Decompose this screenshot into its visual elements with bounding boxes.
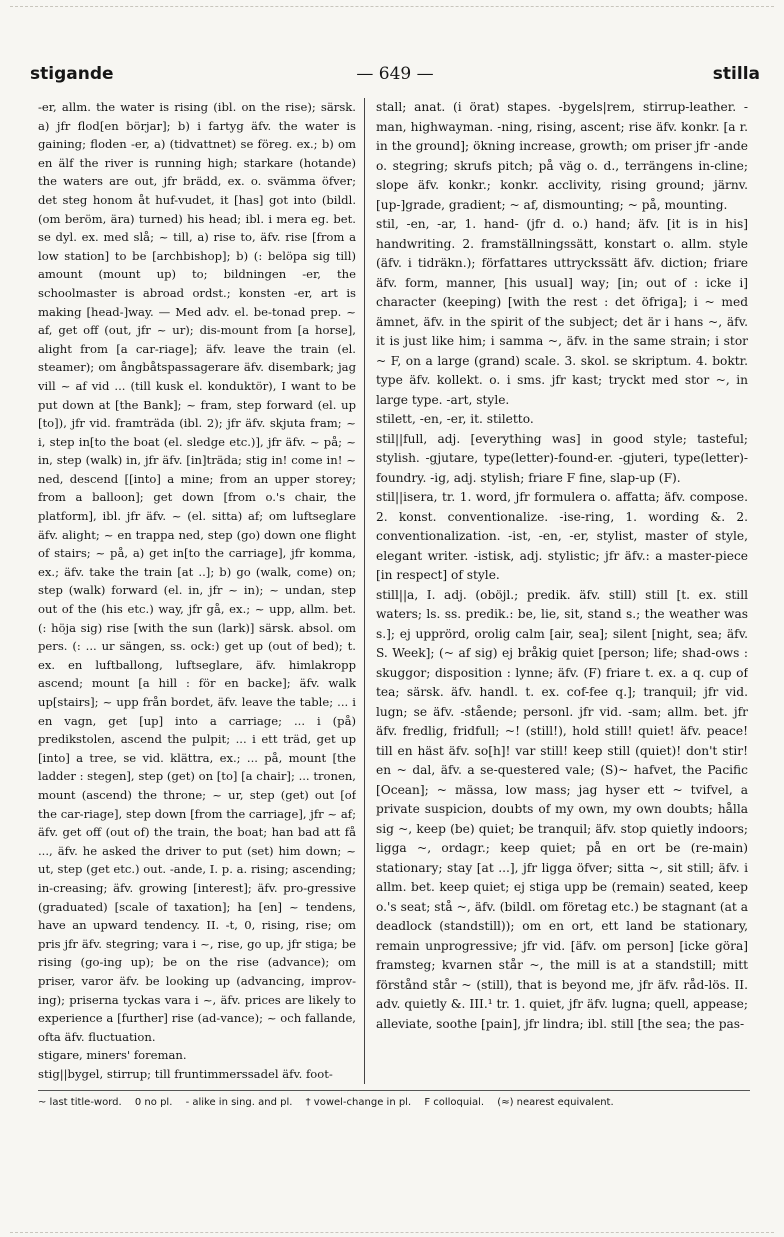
dictionary-entry: stil||full, adj. [everything was] in good style; tasteful; stylish. -gjutare, type(letter)-found-er. -gjuteri, type(letter)-foundry. -ig, adj. stylish; friare F fine, slap-up (F).	[376, 431, 748, 485]
page-header	[30, 64, 760, 92]
top-cut-line	[10, 6, 774, 7]
legend-item: (≈) nearest equivalent.	[497, 1097, 614, 1108]
page-number: — 649 —	[356, 64, 434, 84]
dictionary-entry: stilett, -en, -er, it. stiletto.	[376, 412, 534, 426]
right-running-headword: stilla	[712, 64, 760, 84]
dictionary-entry: stil||isera, tr. 1. word, jfr formulera o. affatta; äfv. compose. 2. konst. conventionalize. -ise-ring, 1. wording &. 2. conventionalization. -ist, -en, -er, stylist, master of style, elegant writer. -istisk, adj. stylistic; jfr äfv.: a master-piece [in respect] of style.	[376, 490, 748, 582]
legend-item: † vowel-change in pl.	[305, 1097, 412, 1108]
bottom-cut-line	[10, 1232, 774, 1233]
dictionary-entry: stall; anat. (i örat) stapes. -bygels|rem, stirrup-leather. -man, highwayman. -ning, rising, ascent; rise äfv. konkr. [a r. in the ground]; ökning increase, growth; om priser jfr -ande o. stegring; skrufs pitch; på väg o. d., terrängens in-cline; slope äfv. konkr.; konkr. acclivity, rising ground; järnv. [up-]grade, gradient; ~ af, dismounting; ~ på, mounting.	[376, 100, 748, 212]
right-column	[376, 98, 748, 1086]
left-column	[38, 98, 356, 1086]
dictionary-entry: stil, -en, -ar, 1. hand- (jfr d. o.) hand; äfv. [it is in his] handwriting. 2. framställningssätt, konstart o. allm. style (äfv. i tidräkn.); författares uttryckssätt äfv. diction; friare äfv. form, manner, [his usual] way; [in; out of : icke i] character (keeping) [with the rest : det öfriga]; i ~ med ämnet, äfv. in the spirit of the subject; det är i hans ~, äfv. it is just like him; i samma ~, äfv. in the same strain; i stor ~ F, on a large (grand) scale. 3. skol. se skriptum. 4. boktr. type äfv. kollekt. o. i sms. jfr kast; tryckt med stor ~, in large type. -art, style.	[376, 217, 748, 407]
dictionary-entry: -er, allm. the water is rising (ibl. on the rise); särsk. a) jfr flod[en börjar]; b) i fartyg äfv. the water is gaining; floden -er, a) (tidvattnet) se föreg. ex.; b) om en älf the river is running high; starkare (hotande) the waters are out, jfr brädd, ex. o. svämma öfver; det steg honom åt huf-vudet, it [has] got into (bildl. (om beröm, ära) turned) his head; ibl. i mera eg. bet. se dyl. ex. med slå; ~ till, a) rise to, äfv. rise [from a low station] to be [archbishop]; b) (: belöpa sig till) amount (mount up) to; bildningen -er, the schoolmaster is abroad ordst.; konsten -er, art is making [head-]way. — Med adv. el. be-tonad prep. ~ af, get off (out, jfr ~ ur); dis-mount from [a horse], alight from [a car-riage]; äfv. leave the train (el. steamer); om ångbåtspassagerare äfv. disembark; jag vill ~ af vid ... (till kusk el. konduktör), I want to be put down at [the Bank]; ~ fram, step forward (el. up [to]), jfr vid. framträda (ibl. 2); jfr äfv. skjuta fram; ~ i, step in[to the boat (el. sledge etc.)], jfr äfv. ~ på; ~ in, step (walk) in, jfr äfv. [in]träda; stig in! come in! ~ ned, descend [[into] a mine; from an upper storey; from a balloon]; get down [from o.'s chair, the platform], ibl. jfr äfv. ~ (el. sitta) af; om luftseglare äfv. alight; ~ en trappa ned, step (go) down one flight of stairs; ~ på, a) get in[to the carriage], jfr komma, ex.; äfv. take the train [at ..]; b) go (walk, come) on; step (walk) forward (el. in, jfr ~ in); ~ undan, step out of the (his etc.) way, jfr gå, ex.; ~ upp, allm. bet. (: höja sig) rise [with the sun (lark)] särsk. absol. om pers. (: ... ur sängen, ss. ock:) get up (out of bed); t. ex. en luftballong, luftseglare, äfv. himlakropp ascend; mount [a hill : för en backe]; äfv. walk up[stairs]; ~ upp från bordet, äfv. leave the table; ... i en vagn, get [up] into a carriage; ... i (på) predikstolen, ascend the pulpit; ... i ett träd, get up [into] a tree, se vid. klättra, ex.; ... på, mount [the ladder : stegen], step (get) on [to] [a chair]; ... tronen, mount (ascend) the throne; ~ ur, step (get) out [of the car-riage], step down [from the carriage], jfr ~ af; äfv. get off (out of) the train, the boat; han bad att få ..., äfv. he asked the driver to put (set) him down; ~ ut, step (get etc.) out. -ande, I. p. a. rising; ascending; in-creasing; äfv. growing [interest]; äfv. pro-gressive (graduated) [scale of taxation]; ha [en] ~ tendens, have an upward tendency. II. -t, 0, rising, rise; om pris jfr äfv. stegring; vara i ~, rise, go up, jfr stiga; be rising (go-ing up); be on the rise (advance); om priser, varor äfv. be looking up (advancing, improv-ing); priserna tyckas vara i ~, äfv. prices are likely to experience a [further] rise (ad-vance); ~ och fallande, ofta äfv. fluctuation.	[38, 100, 356, 1044]
abbreviation-legend	[38, 1097, 754, 1108]
legend-item: - alike in sing. and pl.	[185, 1097, 293, 1108]
left-running-headword: stigande	[30, 64, 114, 84]
legend-divider	[38, 1090, 750, 1091]
column-divider	[364, 98, 365, 1084]
dictionary-entry: stig||bygel, stirrup; till fruntimmerssadel äfv. foot-	[38, 1066, 333, 1081]
legend-item: 0 no pl.	[134, 1097, 173, 1108]
legend-item: ~ last title-word.	[38, 1097, 122, 1108]
legend-item: F colloquial.	[424, 1097, 485, 1108]
dictionary-entry: stigare, miners' foreman.	[38, 1048, 187, 1063]
dictionary-entry: still||a, I. adj. (oböjl.; predik. äfv. still) still [t. ex. still waters; ls. ss. predik.: be, lie, sit, stand s.; the weather was s.]; ej upprörd, orolig calm [air, sea]; silent [night, sea; äfv. S. Week]; (~ af sig) ej bråkig quiet [person; life; shad-ows : skuggor; disposition : lynne; äfv. (F) friare t. ex. a q. cup of tea; särsk. äfv. handl. t. ex. cof-fee q.]; tranquil; jfr vid. lugn; se äfv. -stående; personl. jfr vid. -sam; allm. bet. jfr äfv. fredlig, fridfull; ~! (still!), hold still! quiet! äfv. peace! till en häst äfv. so[h]! var still! keep still (quiet)! don't stir! en ~ dal, äfv. a se-questered vale; (S)~ hafvet, the Pacific [Ocean]; ~ mässa, low mass; jag hyser ett ~ tvifvel, a private suspicion, doubts of my own, my own doubts; hålla sig ~, keep (be) quiet; be tranquil; äfv. stop quietly indoors; ligga ~, ordagr.; keep quiet; på en ort be (re-main) stationary; stay [at ...], jfr ligga öfver; sitta ~, sit still; äfv. i allm. bet. keep quiet; ej stiga upp be (remain) seated, keep o.'s seat; stå ~, äfv. (bildl. om företag etc.) be stagnant (at a deadlock (standstill)); om en ort, ett land be stationary, remain unprogressive; jfr vid. [äfv. om person] [icke göra] framsteg; kvarnen står ~, the mill is at a standstill; mitt förstånd står ~ (still), that is beyond me, jfr äfv. råd-lös. II. adv. quietly &. III.¹ tr. 1. quiet, jfr äfv. lugna; quell, appease; alleviate, soothe [pain], jfr lindra; ibl. still [the sea; the pas-	[376, 587, 748, 1031]
